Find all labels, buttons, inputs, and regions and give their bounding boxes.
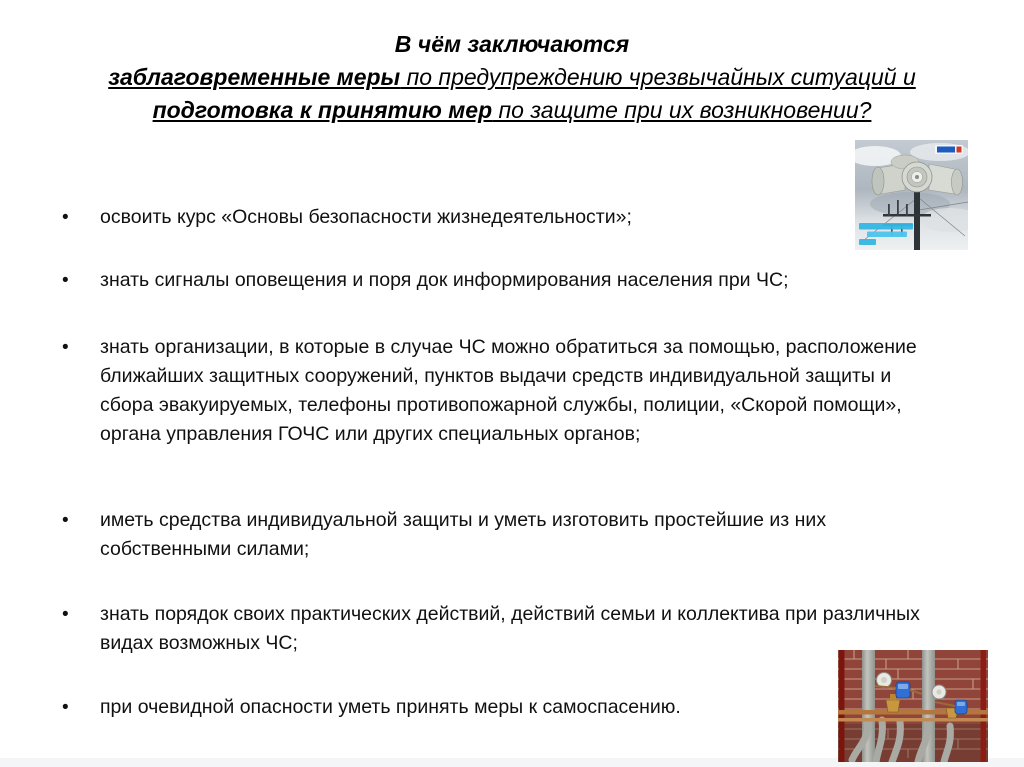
bullet-marker: • <box>62 697 69 718</box>
bullet-marker: • <box>62 510 69 531</box>
bullet-marker: • <box>62 270 69 291</box>
loudspeaker-siren-photo <box>855 140 968 250</box>
red-pipe-right <box>981 650 987 762</box>
title-line-3-bold: подготовка к принятию мер <box>152 97 493 123</box>
bullet-item-2 <box>60 266 938 295</box>
title-line-3 <box>40 94 984 127</box>
bullet-marker: • <box>62 337 69 358</box>
bullet-text: иметь средства индивидуальной защиты и уметь изготовить простейшие из них собственными силами; <box>100 509 827 560</box>
bullet-text: при очевидной опасности уметь принять меры к самоспасению. <box>100 696 681 718</box>
title-line-2 <box>40 61 984 94</box>
bullet-item-3 <box>60 333 938 449</box>
bullet-text: знать организации, в которые в случае ЧС можно обратиться за помощью, расположение ближайших защитных сооружений, пунктов выдачи средств индивидуальной защиты и сбора эвакуируемых, телефоны противопожарной службы, полиции, «Скорой помощи», органа управления ГОЧС или других специальных органов; <box>100 336 917 445</box>
bullet-text: знать сигналы оповещения и поря док информирования населения при ЧС; <box>100 269 789 291</box>
bullet-item-1 <box>60 203 938 232</box>
bullet-item-6 <box>60 693 938 722</box>
title-line-3-rest: по защите при их возникновении? <box>492 97 872 123</box>
bullet-item-5 <box>60 600 938 658</box>
title-line-2-rest: по предупреждению чрезвычайных ситуаций и <box>400 64 916 90</box>
title-line-2-bold: заблаговременные меры <box>108 64 401 90</box>
bullet-marker: • <box>62 604 69 625</box>
tv-logo <box>935 145 963 154</box>
pipes-and-meters-photo <box>838 650 988 762</box>
bullet-marker: • <box>62 207 69 228</box>
bullet-text: освоить курс «Основы безопасности жизнедеятельности»; <box>100 206 632 228</box>
bullet-text: знать порядок своих практических действий, действий семьи и коллектива при различных видах возможных ЧС; <box>100 603 920 654</box>
bullet-item-4 <box>60 506 938 564</box>
brass-pipe-lower <box>838 718 988 722</box>
red-pipe-left <box>839 650 845 762</box>
slide-title <box>40 28 984 127</box>
pole <box>914 188 920 250</box>
title-line-1: В чём заключаются <box>394 31 630 57</box>
